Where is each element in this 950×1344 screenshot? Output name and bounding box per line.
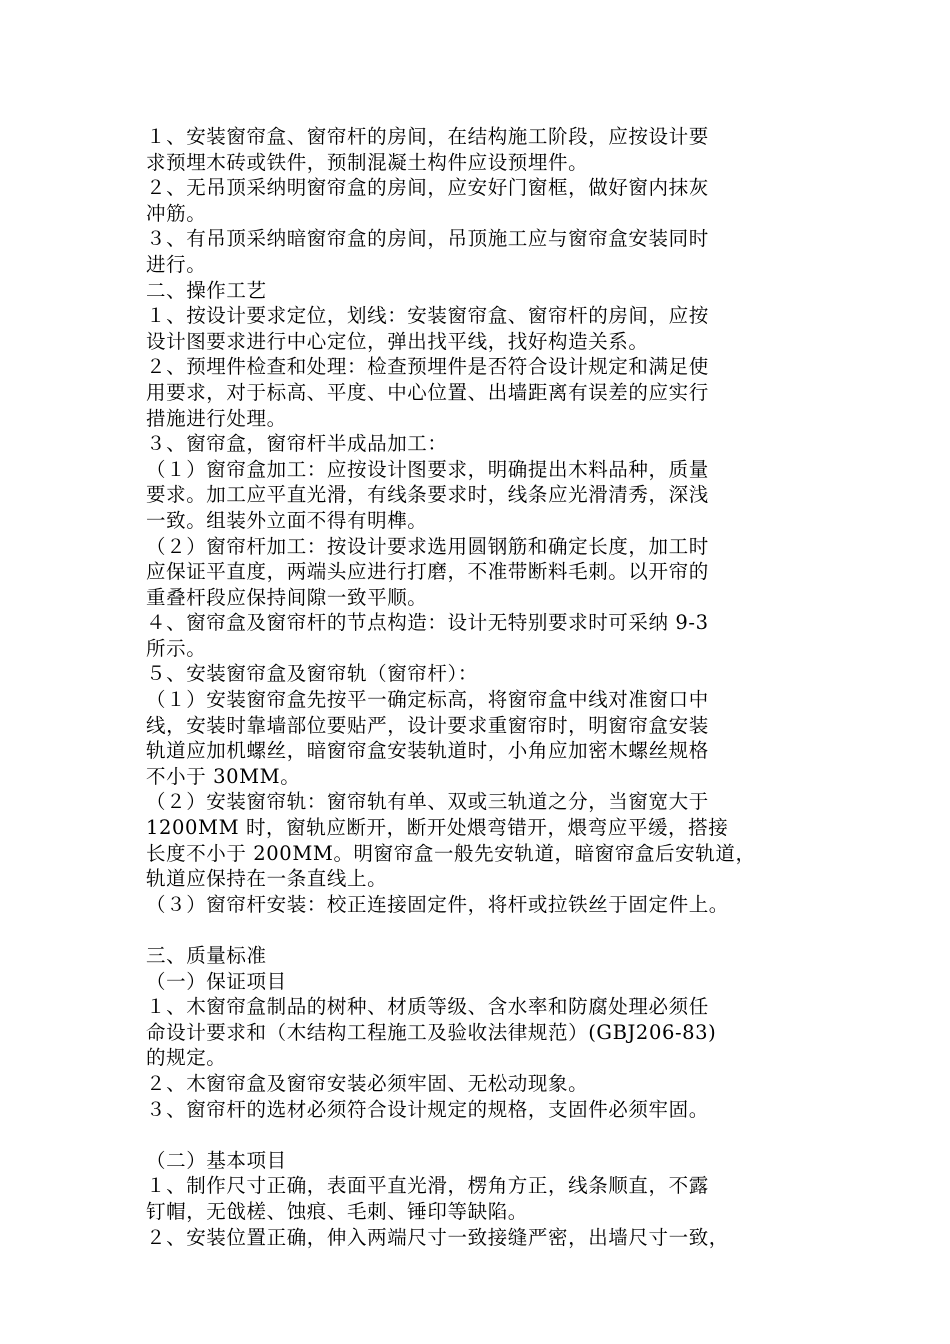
text-line: ３、窗帘杆的选材必须符合设计规定的规格，支固件必须牢固。 [146,1097,709,1121]
text-line: 设计图要求进行中心定位，弹出找平线，找好构造关系。 [146,329,649,353]
text-line: １、木窗帘盒制品的树种、材质等级、含水率和防腐处理必须任 [146,995,709,1019]
section-heading: 三、质量标准 [146,944,267,967]
text-line: ３、窗帘盒，窗帘杆半成品加工： [146,432,448,456]
text-line: 重叠杆段应保持间隙一致平顺。 [146,585,428,609]
text-line: 用要求，对于标高、平度、中心位置、出墙距离有误差的应实行 [146,380,709,404]
subsection-heading: （二）基本项目 [146,1148,287,1172]
text-line: （１）窗帘盒加工：应按设计图要求，明确提出木料品种，质量 [146,457,709,481]
text-line: 的规定。 [146,1046,227,1070]
text-line: 措施进行处理。 [146,406,287,430]
blank-line [146,917,826,943]
text-line: ３、有吊顶采纳暗窗帘盒的房间，吊顶施工应与窗帘盒安装同时 [146,227,709,251]
text-line: 命设计要求和（木结构工程施工及验收法律规范）(GBJ206-83) [146,1020,717,1044]
text-line: 不小于 30MM。 [146,764,301,788]
subsection-heading: （一）保证项目 [146,969,287,993]
text-line: （２）窗帘杆加工：按设计要求选用圆钢筋和确定长度，加工时 [146,534,709,558]
text-line: ４、窗帘盒及窗帘杆的节点构造：设计无特别要求时可采纳 9-3 [146,611,709,635]
text-line: １、制作尺寸正确，表面平直光滑，楞角方正，线条顺直，不露 [146,1174,709,1198]
text-line: １、按设计要求定位，划线：安装窗帘盒、窗帘杆的房间，应按 [146,304,709,328]
text-line: （２）安装窗帘轨：窗帘轨有单、双或三轨道之分，当窗宽大于 [146,790,709,814]
document-body [146,124,826,1250]
text-line: 长度不小于 200MM。明窗帘盒一般先安轨道，暗窗帘盒后安轨道， [146,841,756,865]
text-line: （３）窗帘杆安装：校正连接固定件，将杆或拉铁丝于固定件上。 [146,892,729,916]
text-line: （１）安装窗帘盒先按平一确定标高，将窗帘盒中线对准窗口中 [146,688,709,712]
text-line: 要求。加工应平直光滑，有线条要求时，线条应光滑清秀，深浅 [146,483,709,507]
blank-line [146,1122,826,1148]
text-line: 应保证平直度，两端头应进行打磨，不准带断料毛刺。以开帘的 [146,560,709,584]
text-line: 进行。 [146,252,207,276]
text-line: １、安装窗帘盒、窗帘杆的房间，在结构施工阶段，应按设计要 [146,125,709,148]
section-heading: 二、操作工艺 [146,278,267,302]
text-line: 所示。 [146,636,207,660]
text-line: 冲筋。 [146,201,207,225]
text-line: ２、木窗帘盒及窗帘安装必须牢固、无松动现象。 [146,1071,589,1095]
text-line: ５、安装窗帘盒及窗帘轨（窗帘杆）： [146,662,478,686]
text-line: ２、预埋件检查和处理：检查预埋件是否符合设计规定和满足使 [146,355,709,379]
text-line: 求预埋木砖或铁件，预制混凝土构件应设预埋件。 [146,150,589,174]
text-line: 一致。组装外立面不得有明榫。 [146,508,428,532]
text-line: ２、无吊顶采纳明窗帘盒的房间，应安好门窗框，做好窗内抹灰 [146,176,709,200]
text-line: 轨道应保持在一条直线上。 [146,867,388,891]
text-line: 钉帽，无戗槎、蚀痕、毛刺、锤印等缺陷。 [146,1199,528,1223]
text-line: 轨道应加机螺丝，暗窗帘盒安装轨道时，小角应加密木螺丝规格 [146,739,709,763]
text-line: ２、安装位置正确，伸入两端尺寸一致接缝严密，出墙尺寸一致， [146,1225,729,1249]
text-line: 线，安装时靠墙部位要贴严，设计要求重窗帘时，明窗帘盒安装 [146,713,709,737]
text-line: 1200MM 时，窗轨应断开，断开处煨弯错开，煨弯应平缓，搭接 [146,816,729,840]
